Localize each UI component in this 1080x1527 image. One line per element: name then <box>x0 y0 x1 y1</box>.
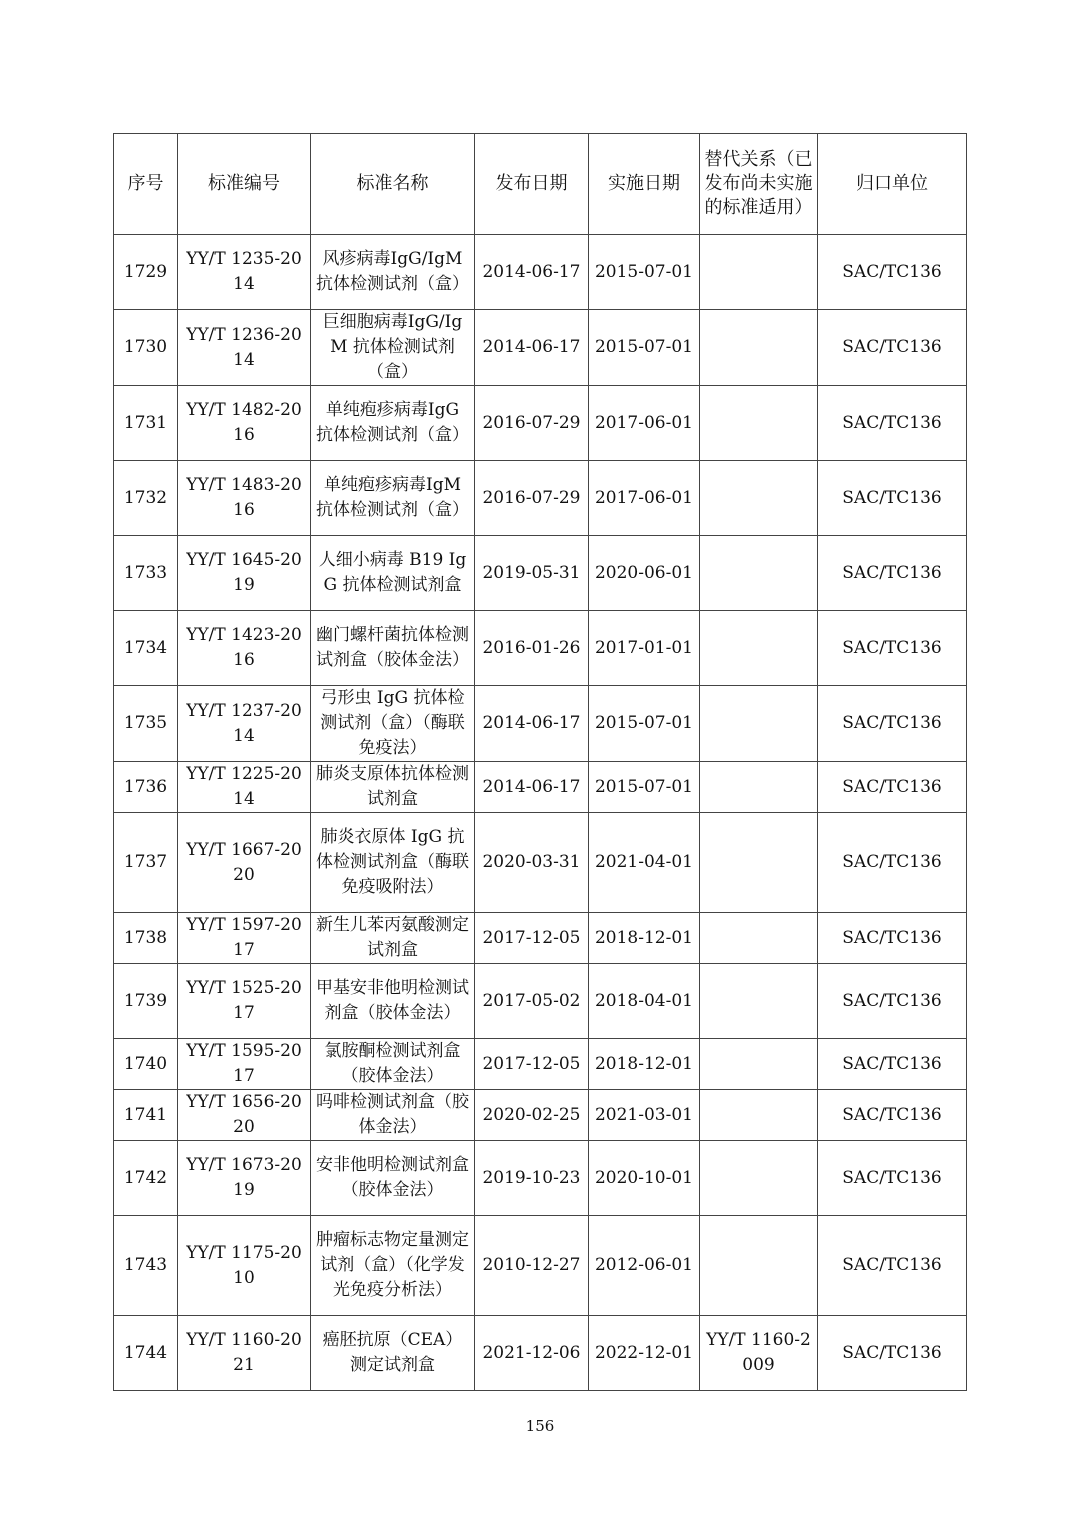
cell-replacement <box>700 1039 818 1090</box>
page-number: 156 <box>525 1417 555 1435</box>
cell-unit: SAC/TC136 <box>818 1216 967 1316</box>
cell-implement-date: 2017-06-01 <box>589 461 700 536</box>
table-row <box>114 1039 967 1090</box>
cell-unit: SAC/TC136 <box>818 813 967 913</box>
cell-unit: SAC/TC136 <box>818 686 967 762</box>
table-row <box>114 964 967 1039</box>
cell-name: 弓形虫 IgG 抗体检测试剂（盒）（酶联免疫法） <box>311 686 475 762</box>
cell-name: 单纯疱疹病毒IgM 抗体检测试剂（盒） <box>311 461 475 536</box>
cell-name: 幽门螺杆菌抗体检测试剂盒（胶体金法） <box>311 611 475 686</box>
cell-seq: 1744 <box>114 1316 178 1391</box>
cell-name: 癌胚抗原（CEA）测定试剂盒 <box>311 1316 475 1391</box>
header-replacement: 替代关系（已发布尚未实施的标准适用） <box>700 134 818 235</box>
cell-code: YY/T 1225-2014 <box>178 762 311 813</box>
cell-seq: 1739 <box>114 964 178 1039</box>
cell-replacement <box>700 235 818 310</box>
cell-publish-date: 2017-12-05 <box>475 1039 589 1090</box>
cell-publish-date: 2017-05-02 <box>475 964 589 1039</box>
cell-code: YY/T 1645-2019 <box>178 536 311 611</box>
cell-seq: 1737 <box>114 813 178 913</box>
cell-seq: 1731 <box>114 386 178 461</box>
cell-name: 单纯疱疹病毒IgG 抗体检测试剂（盒） <box>311 386 475 461</box>
cell-name: 吗啡检测试剂盒（胶体金法） <box>311 1090 475 1141</box>
cell-unit: SAC/TC136 <box>818 536 967 611</box>
cell-code: YY/T 1673-2019 <box>178 1141 311 1216</box>
cell-unit: SAC/TC136 <box>818 1141 967 1216</box>
cell-implement-date: 2012-06-01 <box>589 1216 700 1316</box>
cell-implement-date: 2021-03-01 <box>589 1090 700 1141</box>
cell-replacement <box>700 310 818 386</box>
cell-unit: SAC/TC136 <box>818 611 967 686</box>
cell-replacement <box>700 686 818 762</box>
cell-seq: 1730 <box>114 310 178 386</box>
cell-code: YY/T 1160-2021 <box>178 1316 311 1391</box>
table-row <box>114 536 967 611</box>
header-code: 标准编号 <box>178 134 311 235</box>
header-unit: 归口单位 <box>818 134 967 235</box>
cell-name: 风疹病毒IgG/IgM 抗体检测试剂（盒） <box>311 235 475 310</box>
cell-seq: 1738 <box>114 913 178 964</box>
cell-implement-date: 2022-12-01 <box>589 1316 700 1391</box>
standards-table <box>113 133 967 1391</box>
cell-code: YY/T 1483-2016 <box>178 461 311 536</box>
cell-publish-date: 2016-07-29 <box>475 386 589 461</box>
cell-code: YY/T 1667-2020 <box>178 813 311 913</box>
cell-publish-date: 2019-05-31 <box>475 536 589 611</box>
table-row <box>114 310 967 386</box>
cell-code: YY/T 1525-2017 <box>178 964 311 1039</box>
cell-code: YY/T 1423-2016 <box>178 611 311 686</box>
cell-unit: SAC/TC136 <box>818 386 967 461</box>
cell-publish-date: 2020-02-25 <box>475 1090 589 1141</box>
cell-seq: 1735 <box>114 686 178 762</box>
table-row <box>114 813 967 913</box>
cell-replacement <box>700 813 818 913</box>
cell-implement-date: 2015-07-01 <box>589 762 700 813</box>
cell-implement-date: 2020-10-01 <box>589 1141 700 1216</box>
cell-code: YY/T 1237-2014 <box>178 686 311 762</box>
header-name: 标准名称 <box>311 134 475 235</box>
cell-unit: SAC/TC136 <box>818 235 967 310</box>
cell-replacement <box>700 461 818 536</box>
cell-unit: SAC/TC136 <box>818 762 967 813</box>
cell-implement-date: 2017-01-01 <box>589 611 700 686</box>
table-row <box>114 762 967 813</box>
cell-code: YY/T 1595-2017 <box>178 1039 311 1090</box>
cell-seq: 1734 <box>114 611 178 686</box>
cell-name: 氯胺酮检测试剂盒（胶体金法） <box>311 1039 475 1090</box>
cell-seq: 1740 <box>114 1039 178 1090</box>
cell-name: 甲基安非他明检测试剂盒（胶体金法） <box>311 964 475 1039</box>
cell-unit: SAC/TC136 <box>818 1316 967 1391</box>
header-seq: 序号 <box>114 134 178 235</box>
cell-replacement <box>700 964 818 1039</box>
header-publish-date: 发布日期 <box>475 134 589 235</box>
cell-publish-date: 2014-06-17 <box>475 310 589 386</box>
cell-publish-date: 2014-06-17 <box>475 762 589 813</box>
cell-name: 肺炎支原体抗体检测试剂盒 <box>311 762 475 813</box>
cell-replacement <box>700 611 818 686</box>
cell-unit: SAC/TC136 <box>818 461 967 536</box>
cell-unit: SAC/TC136 <box>818 913 967 964</box>
table-row <box>114 235 967 310</box>
cell-publish-date: 2021-12-06 <box>475 1316 589 1391</box>
cell-code: YY/T 1236-2014 <box>178 310 311 386</box>
cell-name: 新生儿苯丙氨酸测定试剂盒 <box>311 913 475 964</box>
cell-implement-date: 2018-04-01 <box>589 964 700 1039</box>
cell-name: 肺炎衣原体 IgG 抗体检测试剂盒（酶联免疫吸附法） <box>311 813 475 913</box>
cell-code: YY/T 1175-2010 <box>178 1216 311 1316</box>
cell-implement-date: 2020-06-01 <box>589 536 700 611</box>
cell-seq: 1729 <box>114 235 178 310</box>
cell-seq: 1742 <box>114 1141 178 1216</box>
cell-seq: 1736 <box>114 762 178 813</box>
table-row <box>114 1316 967 1391</box>
table-row <box>114 611 967 686</box>
cell-replacement <box>700 1090 818 1141</box>
cell-replacement <box>700 536 818 611</box>
cell-unit: SAC/TC136 <box>818 1039 967 1090</box>
cell-name: 巨细胞病毒IgG/IgM 抗体检测试剂（盒） <box>311 310 475 386</box>
cell-replacement <box>700 1141 818 1216</box>
cell-replacement <box>700 762 818 813</box>
cell-seq: 1733 <box>114 536 178 611</box>
cell-name: 肿瘤标志物定量测定试剂（盒）（化学发光免疫分析法） <box>311 1216 475 1316</box>
cell-replacement <box>700 913 818 964</box>
cell-implement-date: 2015-07-01 <box>589 686 700 762</box>
header-row <box>114 134 967 235</box>
cell-publish-date: 2020-03-31 <box>475 813 589 913</box>
cell-code: YY/T 1482-2016 <box>178 386 311 461</box>
cell-implement-date: 2015-07-01 <box>589 235 700 310</box>
cell-publish-date: 2019-10-23 <box>475 1141 589 1216</box>
cell-replacement: YY/T 1160-2009 <box>700 1316 818 1391</box>
cell-publish-date: 2014-06-17 <box>475 235 589 310</box>
table-row <box>114 461 967 536</box>
table-row <box>114 1090 967 1141</box>
cell-seq: 1741 <box>114 1090 178 1141</box>
cell-unit: SAC/TC136 <box>818 964 967 1039</box>
header-implement-date: 实施日期 <box>589 134 700 235</box>
cell-implement-date: 2018-12-01 <box>589 913 700 964</box>
cell-unit: SAC/TC136 <box>818 310 967 386</box>
cell-implement-date: 2021-04-01 <box>589 813 700 913</box>
cell-implement-date: 2018-12-01 <box>589 1039 700 1090</box>
cell-name: 人细小病毒 B19 IgG 抗体检测试剂盒 <box>311 536 475 611</box>
cell-publish-date: 2016-07-29 <box>475 461 589 536</box>
cell-implement-date: 2015-07-01 <box>589 310 700 386</box>
cell-publish-date: 2010-12-27 <box>475 1216 589 1316</box>
cell-implement-date: 2017-06-01 <box>589 386 700 461</box>
cell-publish-date: 2017-12-05 <box>475 913 589 964</box>
cell-replacement <box>700 386 818 461</box>
table-row <box>114 686 967 762</box>
cell-seq: 1743 <box>114 1216 178 1316</box>
cell-publish-date: 2016-01-26 <box>475 611 589 686</box>
cell-unit: SAC/TC136 <box>818 1090 967 1141</box>
cell-code: YY/T 1656-2020 <box>178 1090 311 1141</box>
cell-seq: 1732 <box>114 461 178 536</box>
cell-code: YY/T 1235-2014 <box>178 235 311 310</box>
cell-publish-date: 2014-06-17 <box>475 686 589 762</box>
cell-replacement <box>700 1216 818 1316</box>
table-row <box>114 1216 967 1316</box>
table-row <box>114 913 967 964</box>
cell-name: 安非他明检测试剂盒（胶体金法） <box>311 1141 475 1216</box>
table-row <box>114 1141 967 1216</box>
table-row <box>114 386 967 461</box>
cell-code: YY/T 1597-2017 <box>178 913 311 964</box>
